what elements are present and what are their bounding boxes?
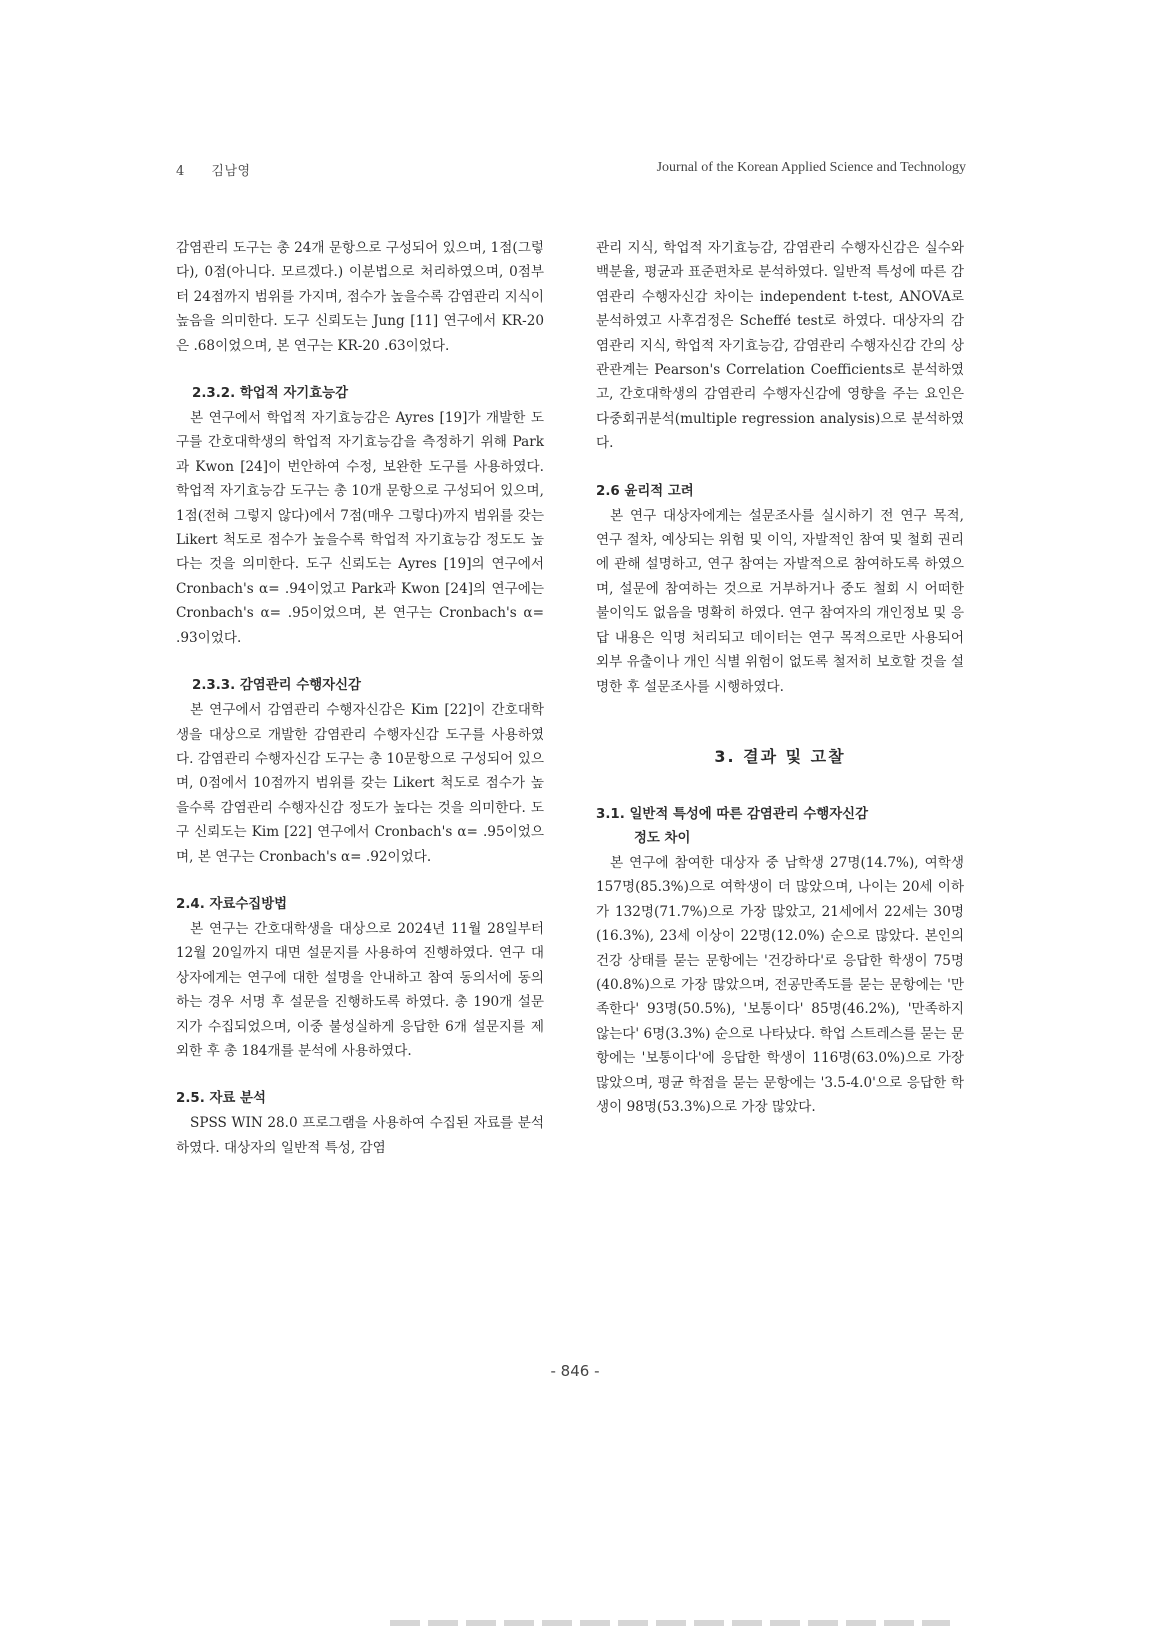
footer-watermark-strip	[390, 1620, 950, 1626]
heading-2-3-3: 2.3.3. 감염관리 수행자신감	[192, 678, 361, 694]
page-number: 4	[176, 164, 185, 179]
paragraph-academic-self-efficacy: 본 연구에서 학업적 자기효능감은 Ayres [19]가 개발한 도구를 간호대학생의 학업적 자기효능감을 측정하기 위해 Park과 Kwon [24]이 번안하여 수정, 보완한 도구를 사용하였다. 학업적 자기효능감 도구는 총 10개 문항으로 구성되어 있으며, 1점(전혀 그렇지 않다)에서 7점(매우 그렇다)까지 범위를 갖는 Likert 척도로 점수가 높을수록 학업적 자기효능감 정도도 높다는 것을 의미한다. 도구 신뢰도는 Ayres [19]의 연구에서 Cronbach's α= .94이었고 Park과 Kwon [24]의 연구에는 Cronbach's α= .95이었으며, 본 연구는 Cronbach's α= .93이었다.	[176, 410, 544, 646]
running-head	[176, 160, 966, 182]
heading-2-6: 2.6 윤리적 고려	[596, 483, 694, 499]
paragraph-infection-knowledge-tool: 감염관리 도구는 총 24개 문항으로 구성되어 있으며, 1점(그렇다), 0점(아니다. 모르겠다.) 이분법으로 처리하였으며, 0점부터 24점까지 범위를 가지며, 점수가 높을수록 감염관리 지식이 높음을 의미한다. 도구 신뢰도는 Jung [11] 연구에서 KR-20은 .68이었으며, 본 연구는 KR-20 .63이었다.	[176, 240, 544, 354]
left-column	[176, 236, 544, 1160]
paragraph-infection-control-confidence: 본 연구에서 감염관리 수행자신감은 Kim [22]이 간호대학생을 대상으로 개발한 감염관리 수행자신감 도구를 사용하였다. 감염관리 수행자신감 도구는 총 10문항으로 구성되어 있으며, 0점에서 10점까지 범위를 갖는 Likert 척도로 점수가 높을수록 감염관리 수행자신감 정도가 높다는 것을 의미한다. 도구 신뢰도는 Kim [22] 연구에서 Cronbach's α= .95이었으며, 본 연구는 Cronbach's α= .92이었다.	[176, 702, 544, 865]
paragraph-data-collection: 본 연구는 간호대학생을 대상으로 2024년 11월 28일부터 12월 20일까지 대면 설문지를 사용하여 진행하였다. 연구 대상자에게는 연구에 대한 설명을 안내하고 참여 동의서에 동의하는 경우 서명 후 설문을 진행하도록 하였다. 총 190개 설문지가 수집되었으며, 이중 불성실하게 응답한 6개 설문지를 제외한 후 총 184개를 분석에 사용하였다.	[176, 920, 544, 1059]
journal-title: Journal of the Korean Applied Science and Technology	[656, 160, 966, 175]
page-folio: - 846 -	[550, 1362, 600, 1380]
heading-3-1	[596, 803, 964, 851]
right-column	[596, 236, 964, 1119]
heading-2-3-2: 2.3.2. 학업적 자기효능감	[192, 386, 349, 402]
running-head-left	[176, 160, 251, 179]
heading-3-1-line1: 3.1. 일반적 특성에 따른 감염관리 수행자신감	[596, 806, 869, 822]
heading-2-4: 2.4. 자료수집방법	[176, 896, 288, 912]
paragraph-analysis-continued: 관리 지식, 학업적 자기효능감, 감염관리 수행자신감은 실수와 백분율, 평균과 표준편차로 분석하였다. 일반적 특성에 따른 감염관리 수행자신감 차이는 independent t-test, ANOVA로 분석하였고 사후검정은 Scheffé test로 하였다. 대상자의 감염관리 지식, 학업적 자기효능감, 감염관리 수행자신감 간의 상관관계는 Pearson's Correlation Coefficients로 분석하였고, 간호대학생의 감염관리 수행자신감에 영향을 주는 요인은 다중회귀분석(multiple regression analysis)으로 분석하였다.	[596, 240, 964, 452]
heading-3-1-line2: 정도 차이	[634, 830, 691, 846]
paragraph-general-characteristics: 본 연구에 참여한 대상자 중 남학생 27명(14.7%), 여학생 157명(85.3%)으로 여학생이 더 많았으며, 나이는 20세 이하가 132명(71.7%)으로 가장 많았고, 21세에서 22세는 30명(16.3%), 23세 이상이 22명(12.0%) 순으로 많았다. 본인의 건강 상태를 묻는 문항에는 '건강하다'로 응답한 학생이 75명(40.8%)으로 가장 많았으며, 전공만족도를 묻는 문항에는 '만족한다' 93명(50.5%), '보통이다' 85명(46.2%), '만족하지 않는다' 6명(3.3%) 순으로 나타났다. 학업 스트레스를 묻는 문항에는 '보통이다'에 응답한 학생이 116명(63.0%)으로 가장 많았으며, 평균 학점을 묻는 문항에는 '3.5-4.0'으로 응답한 학생이 98명(53.3%)으로 가장 많았다.	[596, 854, 964, 1115]
author-name: 김남영	[211, 164, 251, 179]
paragraph-data-analysis: SPSS WIN 28.0 프로그램을 사용하여 수집된 자료를 분석하였다. 대상자의 일반적 특성, 감염	[176, 1115, 544, 1156]
heading-chapter-3: 3. 결과 및 고찰	[714, 746, 846, 766]
paragraph-ethics: 본 연구 대상자에게는 설문조사를 실시하기 전 연구 목적, 연구 절차, 예상되는 위험 및 이익, 자발적인 참여 및 철회 권리에 관해 설명하고, 연구 참여는 자발적으로 참여하도록 하였으며, 설문에 참여하는 것으로 거부하거나 중도 철회 시 어떠한 불이익도 없음을 명확히 하였다. 연구 참여자의 개인정보 및 응답 내용은 익명 처리되고 데이터는 연구 목적으로만 사용되어 외부 유출이나 개인 식별 위험이 없도록 철저히 보호할 것을 설명한 후 설문조사를 시행하였다.	[596, 507, 964, 695]
heading-2-5: 2.5. 자료 분석	[176, 1091, 266, 1107]
